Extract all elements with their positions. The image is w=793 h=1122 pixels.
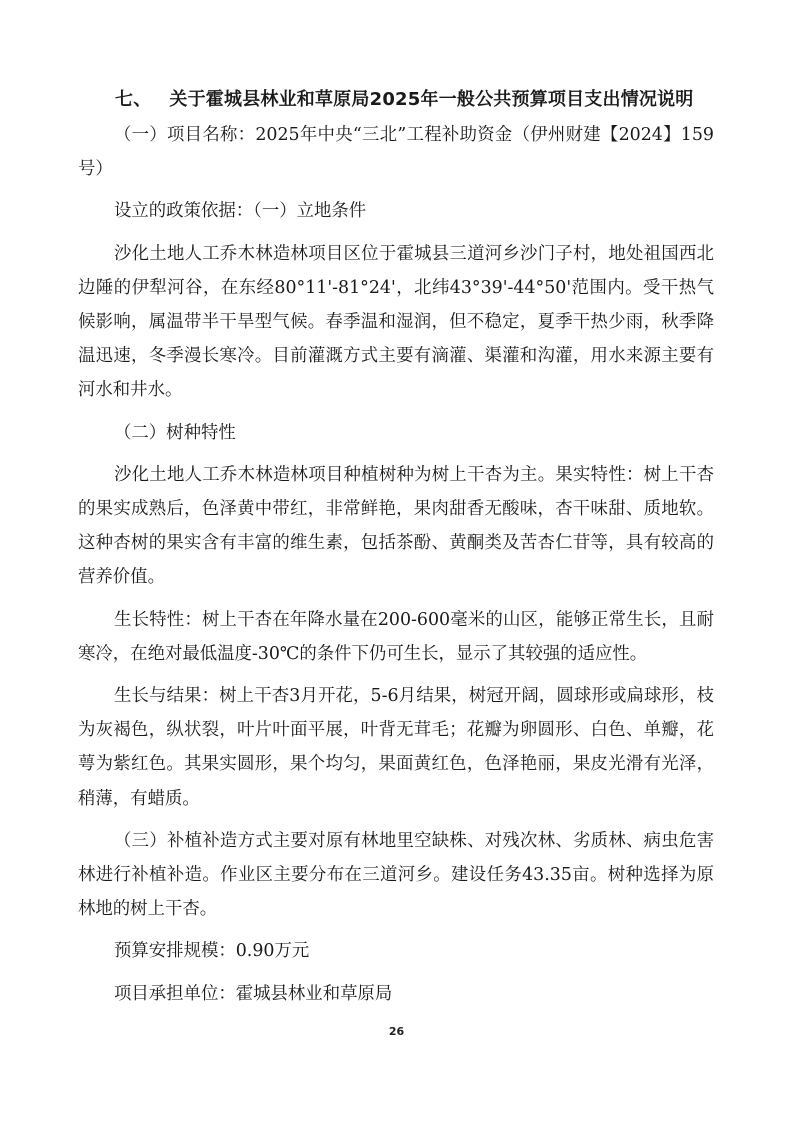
section-number: 七、 — [115, 89, 152, 110]
responsible-unit-paragraph: 项目承担单位：霍城县林业和草原局 — [114, 983, 393, 1004]
section-title: 关于霍城县林业和草原局2025年一般公共预算项目支出情况说明 — [169, 89, 694, 110]
growth-fruiting-paragraph: 生长与结果：树上干杏3月开花，5-6月结果，树冠开阔，圆球形或扁球形，枝为灰褐色，纵状裂，叶片叶面平展，叶背无茸毛；花瓣为卵圆形、白色、单瓣，花萼为紫红色。其果实圆形，果个均匀，果面黄红色，色泽艳丽，果皮光滑有光泽，稍薄，有蜡质。 — [78, 686, 714, 809]
body-text — [78, 118, 714, 1019]
growth-characteristics-paragraph: 生长特性：树上干杏在年降水量在200-600毫米的山区，能够正常生长，且耐寒冷，在绝对最低温度-30℃的条件下仍可生长，显示了其较强的适应性。 — [78, 609, 714, 664]
policy-basis-paragraph: 设立的政策依据：（一）立地条件 — [114, 201, 367, 222]
page-number: 26 — [388, 1025, 405, 1038]
budget-scale-paragraph: 预算安排规模：0.90万元 — [114, 941, 310, 962]
replanting-method-paragraph: （三）补植补造方式主要对原有林地里空缺株、对残次林、劣质林、病虫危害林进行补植补造。作业区主要分布在三道河乡。建设任务43.35亩。树种选择为原林地的树上干杏。 — [78, 830, 714, 920]
project-name-paragraph: （一）项目名称：2025年中央“三北”工程补助资金（伊州财建【2024】159号） — [78, 125, 714, 180]
section-heading — [115, 86, 715, 114]
site-conditions-paragraph: 沙化土地人工乔木林造林项目区位于霍城县三道河乡沙门子村，地处祖国西北边陲的伊犁河谷，在东经80°11'-81°24'，北纬43°39'-44°50'范围内。受干热气候影响，属温带半干旱型气候。春季温和湿润，但不稳定，夏季干热少雨，秋季降温迅速，冬季漫长寒冷。目前灌溉方式主要有滴灌、渠灌和沟灌，用水来源主要有河水和井水。 — [78, 243, 714, 401]
tree-species-subheading: （二）树种特性 — [114, 422, 236, 443]
fruit-characteristics-paragraph: 沙化土地人工乔木林造林项目种植树种为树上干杏为主。果实特性：树上干杏的果实成熟后，色泽黄中带红，非常鲜艳，果肉甜香无酸味，杏干味甜、质地软。这种杏树的果实含有丰富的维生素，包括茶酚、黄酮类及苦杏仁苷等，具有较高的营养价值。 — [78, 464, 714, 588]
